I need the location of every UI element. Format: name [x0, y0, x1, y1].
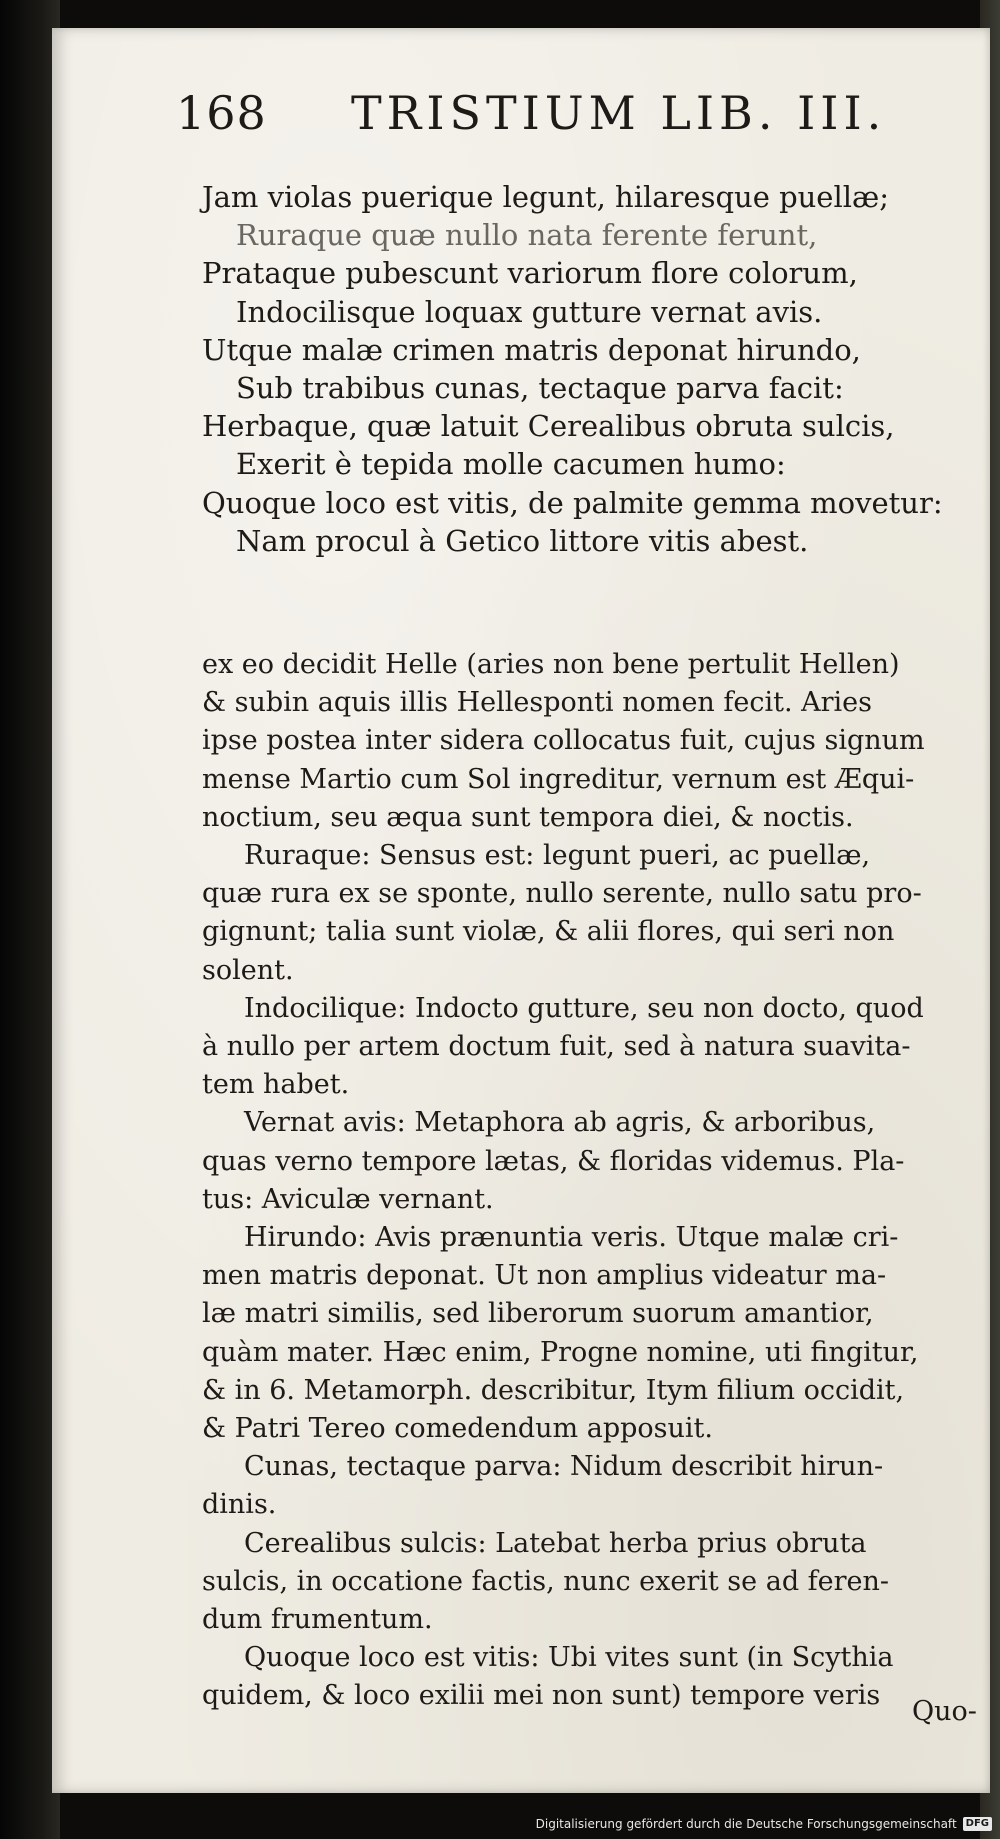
verse-line: Quoque loco est vitis, de palmite gemma movetur:	[202, 485, 943, 520]
commentary-line: tem habet.	[202, 1069, 350, 1101]
commentary-line: Indocilique: Indocto gutture, seu non docto, quod	[244, 992, 924, 1024]
commentary-line: solent.	[202, 954, 294, 986]
verse-line: Herbaque, quæ latuit Cerealibus obruta sulcis,	[202, 409, 895, 444]
commentary-line: quas verno tempore lætas, & floridas videmus. Pla-	[202, 1145, 905, 1177]
commentary-line: Ruraque: Sensus est: legunt pueri, ac puellæ,	[244, 840, 871, 872]
commentary-line: dum frumentum.	[202, 1604, 433, 1636]
commentary-line: quàm mater. Hæc enim, Progne nomine, uti fingitur,	[202, 1336, 919, 1368]
commentary-line: Cerealibus sulcis: Latebat herba prius obruta	[244, 1527, 867, 1559]
commentary-line: & Patri Tereo comedendum apposuit.	[202, 1413, 713, 1445]
commentary-line: Vernat avis: Metaphora ab agris, & arboribus,	[244, 1107, 876, 1139]
commentary-line: men matris deponat. Ut non amplius videatur ma-	[202, 1260, 887, 1292]
page-number: 168	[176, 86, 267, 140]
verse-line: Indocilisque loquax gutture vernat avis.	[236, 294, 823, 329]
commentary-line: ex eo decidit Helle (aries non bene pertulit Hellen)	[202, 649, 900, 680]
commentary-line: noctium, seu æqua sunt tempora diei, & noctis.	[202, 801, 854, 833]
commentary-line: quidem, & loco exilii mei non sunt) tempore veris	[202, 1680, 881, 1712]
commentary-line: quæ rura ex se sponte, nullo serente, nullo satu pro-	[202, 878, 922, 910]
digitization-credit	[536, 1813, 992, 1835]
commentary-line: mense Martio cum Sol ingreditur, vernum est Æqui-	[202, 763, 915, 795]
verse-line: Nam procul à Getico littore vitis abest.	[236, 523, 809, 558]
running-head: TRISTIUM LIB. III.	[351, 86, 887, 140]
commentary-line: læ matri similis, sed liberorum suorum amantior,	[202, 1298, 874, 1330]
commentary-line: tus: Aviculæ vernant.	[202, 1183, 494, 1215]
book-spine-shadow	[0, 0, 60, 1839]
credit-text: Digitalisierung gefördert durch die Deutsche Forschungsgemeinschaft	[535, 1817, 957, 1831]
commentary-line: dinis.	[202, 1489, 277, 1521]
verse-line: Jam violas puerique legunt, hilaresque puellæ;	[202, 180, 890, 214]
catchword: Quo-	[912, 1696, 977, 1727]
commentary-line: ipse postea inter sidera collocatus fuit, cujus signum	[202, 725, 925, 757]
verse-line: Exerit è tepida molle cacumen humo:	[236, 447, 786, 482]
commentary-line: sulcis, in occatione factis, nunc exerit se ad feren-	[202, 1565, 890, 1597]
commentary-line: & in 6. Metamorph. describitur, Itym filium occidit,	[202, 1374, 905, 1406]
verse-line: Utque malæ crimen matris deponat hirundo,	[202, 332, 861, 367]
commentary-line: Cunas, tectaque parva: Nidum describit hirun-	[244, 1451, 884, 1483]
commentary-line: Quoque loco est vitis: Ubi vites sunt (in Scythia	[244, 1642, 894, 1674]
commentary-line: & subin aquis illis Hellesponti nomen fecit. Aries	[202, 687, 873, 719]
verse-block	[202, 178, 962, 560]
page-header	[176, 86, 916, 146]
commentary-block	[202, 646, 990, 1716]
verse-line: Ruraque quæ nullo nata ferente ferunt,	[236, 218, 818, 253]
commentary-line: gignunt; talia sunt violæ, & alii flores, qui seri non	[202, 916, 895, 948]
commentary-line: à nullo per artem doctum fuit, sed à natura suavita-	[202, 1031, 911, 1063]
verse-line: Sub trabibus cunas, tectaque parva facit:	[236, 371, 844, 406]
book-page	[52, 28, 990, 1793]
dfg-logo: DFG	[963, 1817, 992, 1831]
commentary-line: Hirundo: Avis prænuntia veris. Utque malæ cri-	[244, 1222, 899, 1254]
verse-line: Prataque pubescunt variorum flore colorum,	[202, 256, 858, 291]
